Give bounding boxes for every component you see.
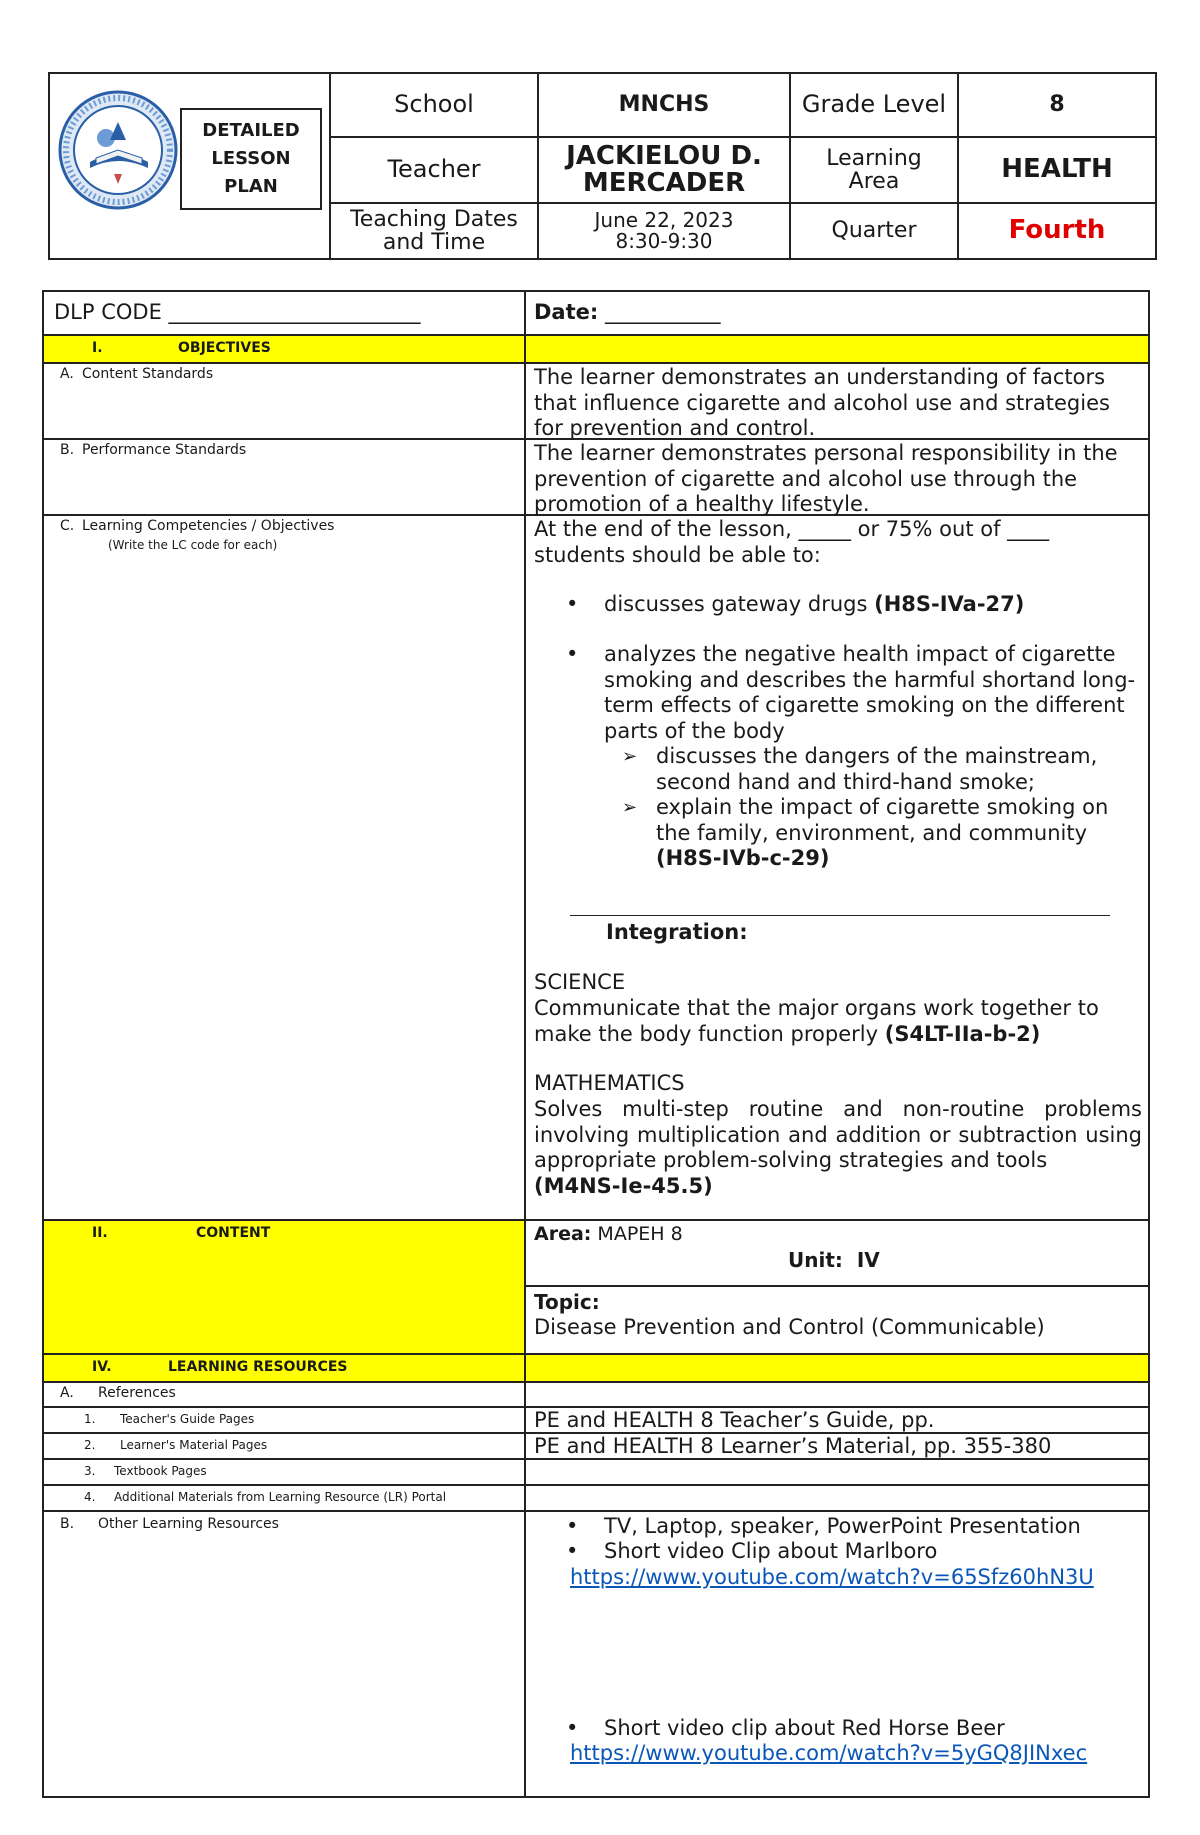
- math-title: MATHEMATICS: [534, 1071, 685, 1095]
- content-heading: CONTENT: [196, 1225, 271, 1241]
- header-table: [48, 72, 1157, 260]
- date-blank: ___________: [598, 300, 721, 324]
- learners-material-value: PE and HEALTH 8 Learner’s Material, pp. 355-380: [534, 1434, 1052, 1458]
- math-description: Solves multi-step routine and non-routine problems involving multiplication and addition or subtraction using appropriate problem-solving strategies and tools: [534, 1097, 1142, 1172]
- bullet-icon: •: [566, 1716, 579, 1740]
- arrow-bullet-icon: ➢: [622, 797, 638, 818]
- bullet-icon: •: [566, 592, 579, 616]
- school-seal-icon: [56, 88, 181, 213]
- objectives-heading: OBJECTIVES: [178, 340, 271, 356]
- other-resources-letter: B.: [60, 1516, 75, 1532]
- resources-number: IV.: [92, 1359, 112, 1375]
- science-title: SCIENCE: [534, 970, 626, 994]
- performance-standards-text: The learner demonstrates personal responsibility in the prevention of cigarette and alcohol use through the promotion of a healthy lifestyle.: [534, 441, 1118, 516]
- grade-level-value: 8: [1049, 92, 1065, 118]
- school-label: School: [394, 90, 474, 119]
- content-unit: [788, 1248, 880, 1272]
- learning-area-value: HEALTH: [1001, 154, 1113, 185]
- integration-separator: [570, 915, 1110, 916]
- lesson-plan-table: [42, 290, 1150, 1798]
- content-area-value: MAPEH 8: [591, 1223, 683, 1245]
- teaching-dates-label-1: Teaching Dates: [350, 206, 518, 232]
- teacher-name-line-2: MERCADER: [582, 168, 746, 198]
- content-standards-text: The learner demonstrates an understanding of factors that influence cigarette and alcohol use and strategies for prevention and control.: [534, 365, 1110, 440]
- teaching-dates-label-2: and Time: [382, 230, 486, 255]
- science-description: Communicate that the major organs work together to make the body function properly: [534, 996, 1099, 1046]
- grade-level-label: Grade Level: [801, 90, 947, 119]
- teacher-value: [539, 138, 789, 202]
- badge-line-2: LESSON: [211, 148, 291, 169]
- competencies-letter: C.: [60, 518, 75, 534]
- textbook-title: Textbook Pages: [114, 1464, 207, 1478]
- teacher-name-line-1: JACKIELOU D.: [566, 140, 762, 171]
- objectives-number: I.: [92, 340, 103, 356]
- content-heading-cell: [44, 1221, 524, 1355]
- teaching-dates-label: [331, 204, 537, 258]
- badge-line-1: DETAILED: [202, 120, 300, 141]
- other-resource-1: TV, Laptop, speaker, PowerPoint Presentation: [604, 1514, 1081, 1538]
- content-standards-letter: A.: [60, 366, 74, 382]
- school-value: MNCHS: [618, 92, 710, 118]
- objective-sub-2: [656, 795, 1144, 872]
- objective-bullet-1: [604, 592, 1144, 618]
- lr-portal-number: 4.: [84, 1490, 96, 1504]
- content-number: II.: [92, 1225, 108, 1241]
- science-code: (S4LT-IIa-b-2): [884, 1021, 1041, 1046]
- objective-sub-1: discusses the dangers of the mainstream, second hand and third-hand smoke;: [656, 744, 1098, 794]
- other-resource-3: Short video clip about Red Horse Beer: [604, 1716, 1005, 1740]
- bullet-icon: •: [566, 1539, 579, 1563]
- objective-sub-2-code: (H8S-IVb-c-29): [656, 846, 830, 870]
- references-letter: A.: [60, 1385, 74, 1401]
- content-unit-value: IV: [856, 1248, 880, 1272]
- math-text: [534, 1097, 1142, 1199]
- competencies-intro: [534, 517, 1142, 568]
- arrow-bullet-icon: ➢: [622, 746, 638, 767]
- lesson-plan-badge: [180, 108, 322, 210]
- school-logo: [56, 88, 181, 213]
- lr-portal-title: Additional Materials from Learning Resource (LR) Portal: [114, 1490, 447, 1504]
- learners-material-title: Learner's Material Pages: [120, 1438, 268, 1452]
- bullet-icon: •: [566, 1514, 579, 1538]
- objective-bullet-1-text: discusses gateway drugs: [604, 592, 875, 616]
- learners-material-number: 2.: [84, 1438, 96, 1452]
- date-field: [534, 300, 720, 324]
- science-text: [534, 996, 1142, 1047]
- other-resources-title: Other Learning Resources: [98, 1516, 279, 1532]
- performance-standards-letter: B.: [60, 442, 75, 458]
- teachers-guide-number: 1.: [84, 1412, 96, 1426]
- competencies-intro-line-2: students should be able to:: [534, 542, 821, 567]
- objective-sub-2-text: explain the impact of cigarette smoking on the family, environment, and community: [656, 795, 1109, 845]
- teaching-date: June 22, 2023: [594, 208, 734, 232]
- teaching-time: 8:30-9:30: [615, 229, 713, 253]
- topic-value: Disease Prevention and Control (Communicable): [534, 1315, 1045, 1339]
- bullet-icon: •: [566, 642, 579, 666]
- resources-heading: LEARNING RESOURCES: [168, 1359, 348, 1375]
- dlp-code-field: DLP CODE ________________________: [54, 300, 421, 324]
- objective-bullet-2: analyzes the negative health impact of cigarette smoking and describes the harmful shortand long-term effects of cigarette smoking on the different parts of the body: [604, 642, 1136, 743]
- teacher-label: Teacher: [387, 155, 481, 184]
- date-label: Date:: [534, 300, 599, 324]
- references-title: References: [98, 1385, 176, 1401]
- content-standards-title: Content Standards: [82, 366, 214, 382]
- teaching-dates-value: [539, 204, 789, 258]
- competencies-note: (Write the LC code for each): [108, 538, 278, 552]
- math-code: (M4NS-Ie-45.5): [534, 1173, 713, 1198]
- textbook-number: 3.: [84, 1464, 96, 1478]
- other-resource-2: Short video Clip about Marlboro: [604, 1539, 938, 1563]
- objective-bullet-1-code: (H8S-IVa-27): [874, 592, 1025, 616]
- learning-area-label-2: Area: [848, 169, 900, 194]
- competencies-intro-line-1: At the end of the lesson, _____ or 75% out of ____: [534, 517, 1050, 541]
- content-area-label: Area:: [534, 1223, 592, 1245]
- teachers-guide-title: Teacher's Guide Pages: [120, 1412, 255, 1426]
- performance-standards-title: Performance Standards: [82, 442, 247, 458]
- topic-label: Topic:: [534, 1290, 600, 1314]
- integration-heading: Integration:: [606, 920, 748, 944]
- competencies-title: Learning Competencies / Objectives: [82, 518, 335, 534]
- quarter-label: Quarter: [831, 218, 917, 244]
- content-unit-label: Unit:: [788, 1248, 843, 1272]
- quarter-value: Fourth: [1008, 215, 1106, 246]
- learning-area-label: [791, 138, 957, 202]
- marlboro-video-link[interactable]: https://www.youtube.com/watch?v=65Sfz60hN3U: [570, 1565, 1094, 1589]
- teachers-guide-value: PE and HEALTH 8 Teacher’s Guide, pp.: [534, 1408, 935, 1432]
- learning-area-label-1: Learning: [826, 145, 922, 171]
- content-area: [534, 1223, 683, 1245]
- badge-line-3: PLAN: [224, 176, 278, 197]
- red-horse-video-link[interactable]: https://www.youtube.com/watch?v=5yGQ8JINxec: [570, 1741, 1088, 1765]
